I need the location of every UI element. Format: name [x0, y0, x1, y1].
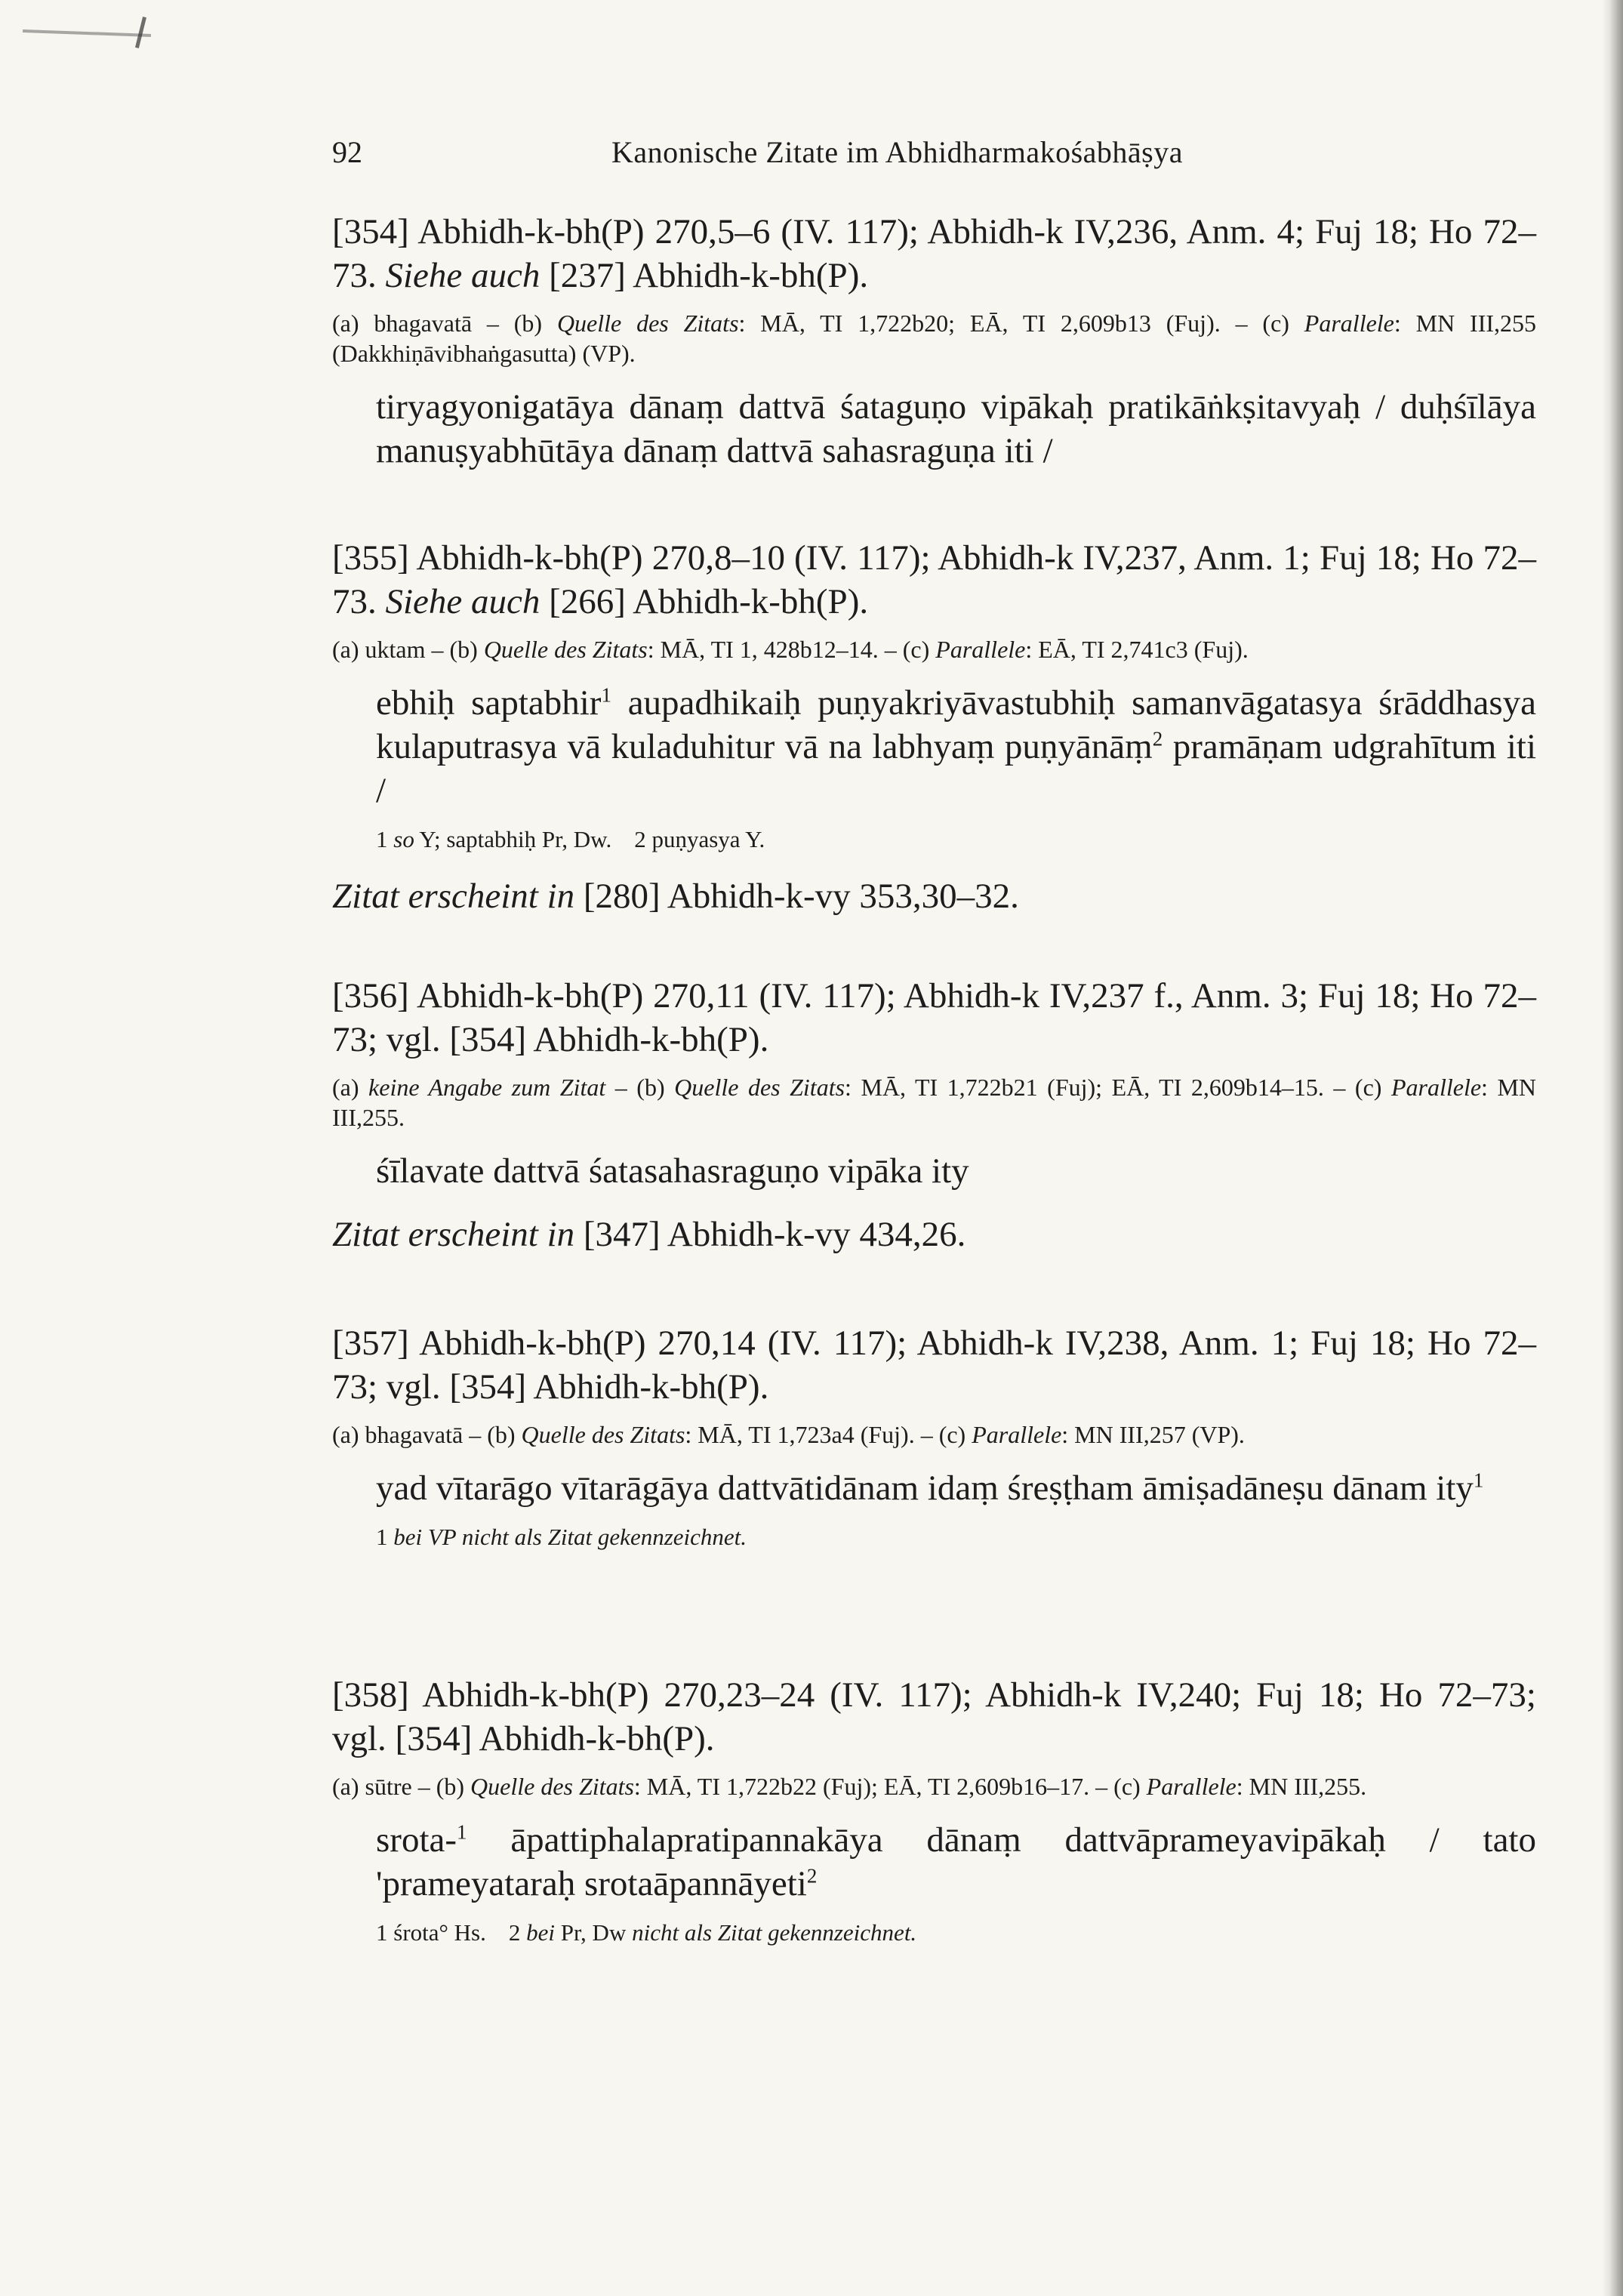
scan-edge — [1602, 0, 1623, 2296]
footnote-mid: Pr, Dw — [554, 1919, 633, 1946]
see-also-label: Siehe auch — [385, 256, 540, 295]
quote-part: srota- — [376, 1820, 457, 1860]
footnotes — [376, 1918, 1536, 1948]
apparatus-c: : MN III,255 (Dakkhiṇāvibhaṅgasutta) (VP). — [332, 310, 1536, 367]
footnote-2 — [509, 1919, 916, 1946]
footnote-number: 1 — [376, 826, 394, 852]
parallel-label: Parallele — [1146, 1773, 1236, 1800]
source-label: Quelle des Zitats — [556, 310, 739, 337]
footnote-text: Y; saptabhiḥ Pr, Dw. — [414, 826, 612, 852]
apparatus — [332, 1072, 1536, 1133]
entry-ref: Abhidh-k-bh(P) 270,5–6 (IV. 117); Abhidh-k IV,236, Anm. 4; Fuj 18; Ho 72–73. — [332, 212, 1536, 295]
sanskrit-quote: tiryagyonigatāya dānaṃ dattvā śataguṇo vipākaḥ pratikāṅkṣitavyaḥ / duḥśīlāya manuṣyabhūtāya dānaṃ dattvā sahasraguṇa iti / — [376, 387, 1536, 470]
apparatus-c: : EĀ, TI 2,741c3 (Fuj). — [1025, 636, 1249, 663]
keine-angabe-label: keine Angabe zum Zitat — [368, 1074, 606, 1101]
sanskrit-quote — [376, 1818, 1536, 1906]
footnote-number: 2 — [508, 1919, 527, 1946]
entry-heading — [332, 536, 1536, 624]
source-label: Quelle des Zitats — [470, 1773, 634, 1800]
quote-part: yad vītarāgo vītarāgāya dattvātidānam idaṃ śreṣṭham āmiṣadāneṣu dānam ity — [376, 1469, 1474, 1508]
apparatus-a: (a) uktam – (b) — [332, 636, 484, 663]
running-head — [332, 134, 1313, 180]
entry-id: [357] — [332, 1324, 409, 1363]
apparatus-c: : MN III,257 (VP). — [1061, 1421, 1245, 1448]
footnote-text: bei VP nicht als Zitat gekennzeichnet. — [393, 1524, 747, 1550]
entry-heading — [332, 974, 1536, 1062]
see-also-ref: [237] Abhidh-k-bh(P). — [540, 256, 869, 295]
footnote-2: 2 puṇyasya Y. — [634, 826, 765, 852]
see-also-label: Siehe auch — [385, 582, 540, 621]
footnote-so: so — [393, 826, 414, 852]
apparatus-b: : MĀ, TI 1,722b20; EĀ, TI 2,609b13 (Fuj). – (c) — [738, 310, 1304, 337]
running-title: Kanonische Zitate im Abhidharmakośabhāṣya — [611, 135, 1183, 169]
apparatus-b: : MĀ, TI 1, 428b12–14. – (c) — [647, 636, 936, 663]
source-label: Quelle des Zitats — [483, 636, 648, 663]
parallel-label: Parallele — [935, 636, 1026, 663]
entry-ref: Abhidh-k-bh(P) 270,11 (IV. 117); Abhidh-k IV,237 f., Anm. 3; Fuj 18; Ho 72–73; vgl. [354] Abhidh-k-bh(P). — [332, 976, 1536, 1059]
source-label: Quelle des Zitats — [521, 1421, 685, 1448]
sanskrit-quote — [376, 1466, 1536, 1510]
see-also-ref: [266] Abhidh-k-bh(P). — [540, 582, 869, 621]
footnote-marker: 1 — [1473, 1469, 1484, 1492]
footnote-text: nicht als Zitat gekennzeichnet. — [632, 1919, 917, 1946]
entry-heading — [332, 1321, 1536, 1409]
entry-heading — [332, 1673, 1536, 1761]
apparatus-a: (a) — [332, 1074, 369, 1101]
entry-355 — [332, 536, 1536, 918]
footnote-bei: bei — [526, 1919, 555, 1946]
apparatus-a2: – (b) — [605, 1074, 675, 1101]
quote-part: aupadhikaiḥ puṇyakriyāvastubhiḥ samanvāgatasya śrāddhasya kulaputrasya vā kuladuhitur vā na labhyaṃ puṇyānāṃ — [376, 683, 1537, 766]
entry-id: [358] — [332, 1675, 409, 1715]
apparatus-a: (a) sūtre – (b) — [332, 1773, 471, 1800]
apparatus-c: : MN III,255. — [1236, 1773, 1367, 1800]
entry-heading — [332, 210, 1536, 297]
scan-mark — [23, 29, 151, 37]
appears-label: Zitat erscheint in — [332, 1215, 575, 1254]
apparatus-b: : MĀ, TI 1,723a4 (Fuj). – (c) — [685, 1421, 972, 1448]
apparatus-a: (a) bhagavatā – (b) — [332, 1421, 522, 1448]
footnote-1: 1 śrota° Hs. — [376, 1919, 486, 1946]
parallel-label: Parallele — [972, 1421, 1062, 1448]
entry-ref: Abhidh-k-bh(P) 270,23–24 (IV. 117); Abhidh-k IV,240; Fuj 18; Ho 72–73; vgl. [354] Abhidh-k-bh(P). — [332, 1675, 1536, 1758]
apparatus-a: (a) bhagavatā – (b) — [332, 310, 557, 337]
apparatus — [332, 308, 1536, 368]
footnote-marker: 1 — [457, 1820, 467, 1844]
quote-part: ebhiḥ saptabhir — [376, 683, 602, 723]
footnotes — [376, 1522, 1536, 1552]
scan-tick — [135, 17, 146, 48]
appears-in — [332, 874, 1536, 918]
footnote-1 — [376, 826, 611, 852]
appears-in — [332, 1213, 1536, 1256]
footnote-marker: 1 — [601, 683, 611, 707]
appears-label: Zitat erscheint in — [332, 877, 575, 916]
entry-id: [354] — [332, 212, 409, 251]
sanskrit-quote — [376, 681, 1536, 812]
apparatus — [332, 634, 1536, 664]
parallel-label: Parallele — [1390, 1074, 1482, 1101]
page-number: 92 — [332, 135, 362, 169]
parallel-label: Parallele — [1304, 310, 1394, 337]
footnote-number: 1 — [376, 1524, 394, 1550]
entry-id: [355] — [332, 538, 409, 578]
apparatus — [332, 1771, 1536, 1801]
appears-ref: [280] Abhidh-k-vy 353,30–32. — [574, 877, 1019, 916]
entry-id: [356] — [332, 976, 409, 1015]
apparatus-b: : MĀ, TI 1,722b22 (Fuj); EĀ, TI 2,609b16–17. – (c) — [633, 1773, 1147, 1800]
footnotes — [376, 824, 1536, 855]
apparatus — [332, 1419, 1536, 1450]
entry-357 — [332, 1321, 1536, 1552]
footnote-marker: 2 — [806, 1864, 818, 1888]
entry-ref: Abhidh-k-bh(P) 270,14 (IV. 117); Abhidh-k IV,238, Anm. 1; Fuj 18; Ho 72–73; vgl. [354] Abhidh-k-bh(P). — [332, 1324, 1536, 1407]
apparatus-c: : MN III,255. — [332, 1074, 1537, 1131]
source-label: Quelle des Zitats — [674, 1074, 845, 1101]
apparatus-b: : MĀ, TI 1,722b21 (Fuj); EĀ, TI 2,609b14–15. – (c) — [845, 1074, 1391, 1101]
quote-part: āpattiphalapratipannakāya dānaṃ dattvāprameyavipākaḥ / tato 'prameyataraḥ srotaāpannāyeti — [376, 1820, 1536, 1903]
entry-354 — [332, 210, 1536, 473]
entry-358 — [332, 1673, 1536, 1948]
sanskrit-quote: śīlavate dattvā śatasahasraguṇo vipāka ity — [376, 1151, 969, 1191]
entry-ref: Abhidh-k-bh(P) 270,8–10 (IV. 117); Abhidh-k IV,237, Anm. 1; Fuj 18; Ho 72–73. — [332, 538, 1536, 621]
footnote-marker: 2 — [1152, 727, 1163, 750]
entry-356 — [332, 974, 1536, 1256]
appears-ref: [347] Abhidh-k-vy 434,26. — [574, 1215, 966, 1254]
quote-part: pramāṇam udgrahītum iti / — [376, 727, 1536, 810]
